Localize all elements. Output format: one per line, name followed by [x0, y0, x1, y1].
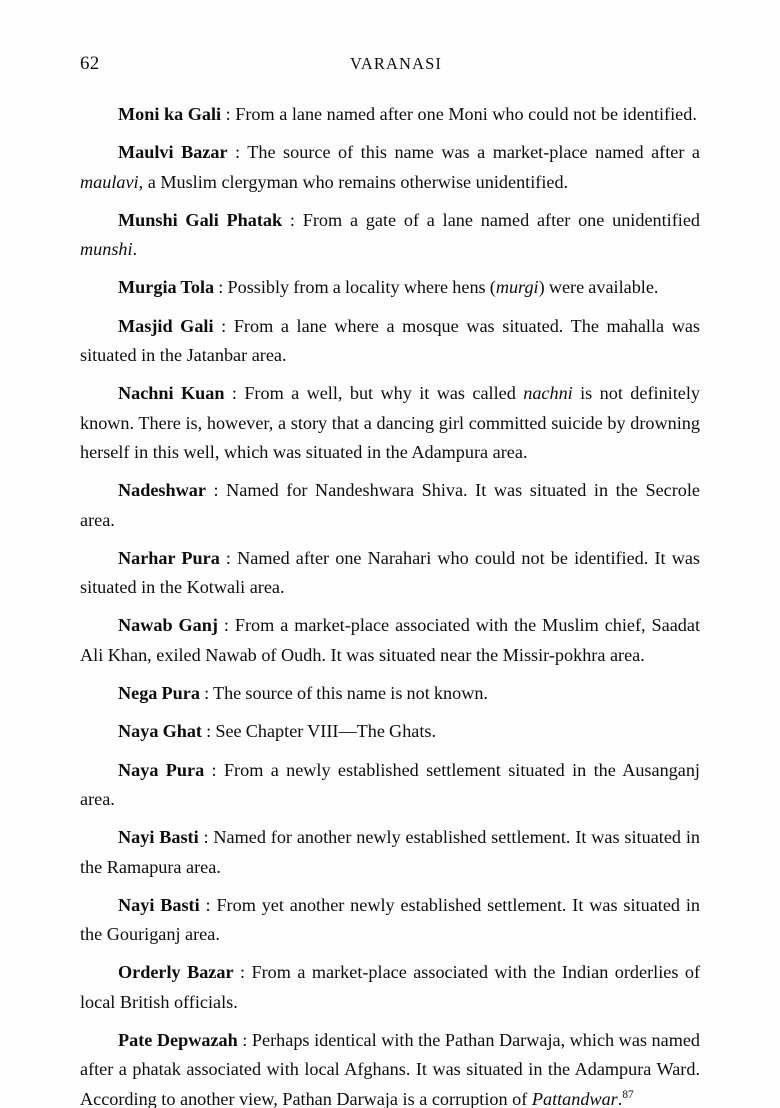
entry-text-tail: is not definitely known. There is, however, a story that a dancing girl committed suicide by drowning herself in this well, which was situated in the Adampura area. [80, 383, 700, 462]
entry-text: Named for another newly established settlement. It was situated in the Ramapura area. [80, 827, 700, 877]
entry-term: Pate Depwazah [118, 1030, 238, 1051]
entry-text-tail: . [132, 239, 138, 260]
entry-term: Naya Ghat [118, 721, 202, 742]
body-text-block [80, 100, 700, 1108]
entry-term: Naya Pura [118, 759, 205, 780]
entry-separator: : [221, 104, 236, 124]
entry-term: Nayi Basti [118, 894, 200, 915]
glossary-entry [80, 891, 700, 950]
entry-term: Moni ka Gali [118, 104, 222, 124]
glossary-entry [80, 476, 700, 535]
entry-separator: : [201, 721, 216, 742]
entry-separator: : [214, 277, 228, 298]
entry-text: From a gate of a lane named after one unidentified [302, 209, 700, 230]
entry-separator: : [282, 209, 303, 230]
entry-term: Murgia Tola [118, 277, 215, 298]
glossary-entry [80, 206, 700, 265]
entry-term: Nayi Basti [118, 827, 199, 848]
entry-text: From yet another newly established settlement. It was situated in the Gouriganj area. [80, 894, 700, 945]
entry-separator: : [237, 1030, 252, 1051]
entry-term: Narhar Pura [118, 547, 220, 568]
entry-separator: : [224, 383, 245, 404]
entry-separator: : [233, 962, 252, 983]
entry-text: From a lane named after one Moni who could not be identified. [235, 104, 697, 124]
entry-text-tail: . [617, 1088, 623, 1108]
entry-text: The source of this name is not known. [212, 683, 488, 704]
entry-separator: : [219, 547, 238, 568]
glossary-entry [80, 717, 700, 746]
glossary-entry [80, 1026, 700, 1108]
glossary-entry [80, 138, 700, 197]
entry-term: Munshi Gali Phatak [118, 209, 283, 230]
entry-text: Named for Nandeshwara Shiva. It was situated in the Secrole area. [80, 480, 700, 530]
entry-separator: : [204, 759, 224, 780]
entry-text: Perhaps identical with the Pathan Darwaja, which was named after a phatak associated with local Afghans. It was situated in the Adampura Ward. According to another view, Pathan Darwaja is a corruption of [80, 1030, 701, 1108]
entry-separator: : [199, 894, 217, 915]
glossary-entry [80, 958, 700, 1017]
entry-term: Nawab Ganj [118, 615, 218, 636]
entry-text: From a lane where a mosque was situated. The mahalla was situated in the Jatanbar area. [80, 315, 700, 366]
entry-separator: : [227, 142, 248, 163]
glossary-entry [80, 312, 700, 371]
entry-text: See Chapter VIII—The Ghats. [215, 721, 437, 742]
entry-text: From a market-place associated with the Muslim chief, Saadat Ali Khan, exiled Nawab of Oudh. It was situated near the Missir-pokhra area. [80, 615, 701, 665]
footnote-reference[interactable]: 87 [622, 1088, 634, 1101]
entry-separator: : [198, 827, 214, 848]
entry-separator: : [199, 683, 213, 704]
entry-separator: : [217, 615, 235, 636]
entry-italic-term: Pattandwar [531, 1088, 618, 1108]
glossary-entry [80, 823, 700, 882]
entry-text: Possibly from a locality where hens ( [227, 277, 496, 298]
entry-italic-term: munshi [80, 239, 133, 260]
running-head [80, 52, 700, 76]
entry-text: From a market-place associated with the Indian orderlies of local British officials. [80, 962, 701, 1012]
entry-text: From a newly established settlement situated in the Ausanganj area. [80, 759, 700, 809]
glossary-entry [80, 611, 700, 670]
entry-separator: : [213, 315, 234, 336]
entry-term: Maulvi Bazar [118, 142, 228, 163]
entry-term: Orderly Bazar [118, 962, 234, 983]
glossary-entry [80, 100, 700, 129]
entry-separator: : [205, 480, 227, 501]
glossary-entry [80, 544, 700, 603]
entry-text-tail: ) were available. [538, 277, 659, 298]
page-number: 62 [80, 53, 100, 74]
glossary-entry [80, 379, 700, 467]
running-head-title: VARANASI [350, 54, 442, 73]
entry-term: Nega Pura [118, 683, 200, 704]
entry-italic-term: murgi [495, 277, 539, 298]
glossary-entry [80, 756, 700, 815]
entry-text-tail: , a Muslim clergyman who remains otherwise unidentified. [138, 171, 569, 192]
entry-italic-term: nachni [523, 383, 573, 404]
entry-italic-term: maulavi [80, 171, 139, 192]
entry-text: The source of this name was a market-place named after a [247, 142, 700, 163]
glossary-entry [80, 679, 700, 708]
entry-text: From a well, but why it was called [244, 383, 524, 404]
entry-term: Masjid Gali [118, 315, 214, 336]
glossary-entry [80, 273, 700, 302]
entry-term: Nadeshwar [118, 480, 206, 501]
entry-term: Nachni Kuan [118, 383, 225, 404]
entry-text: Named after one Narahari who could not be identified. It was situated in the Kotwali area. [80, 547, 700, 598]
